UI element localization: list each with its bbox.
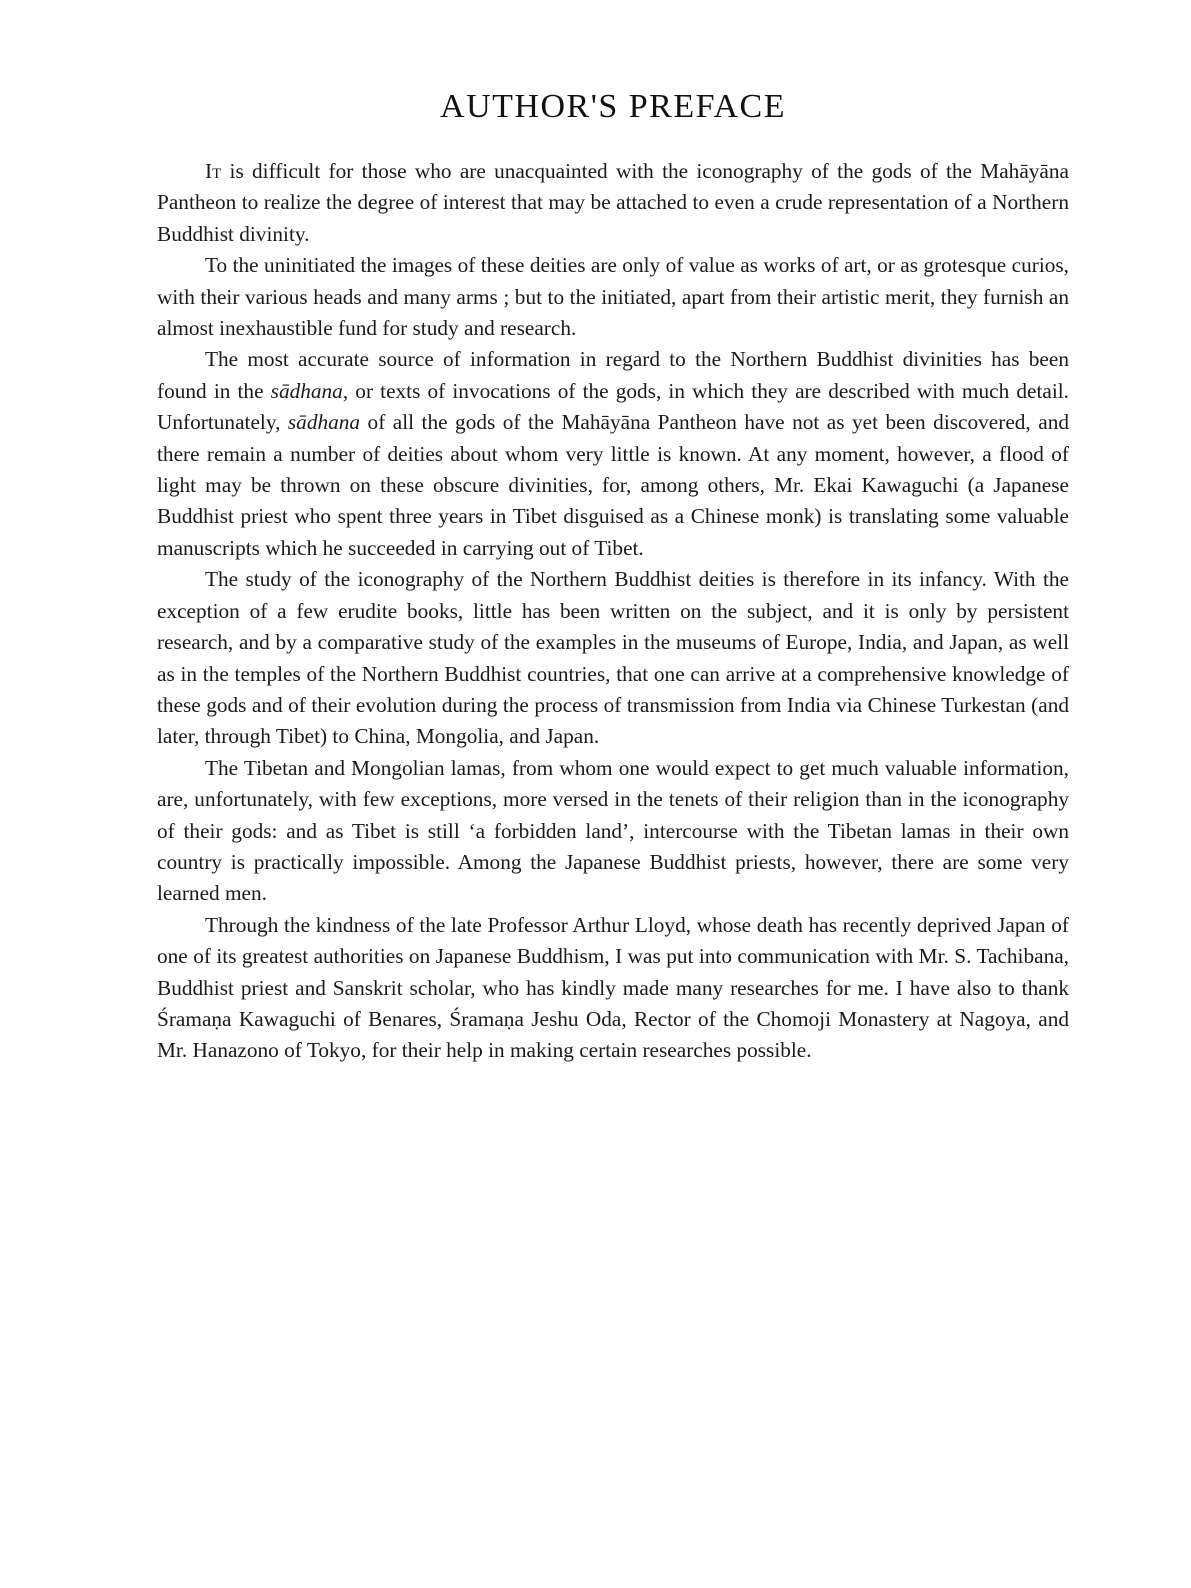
paragraph-3-part-b: , or texts of invocations of the gods, in which they are described with much detail. Unfortunately, bbox=[157, 378, 1069, 435]
paragraph-4: The study of the iconography of the Northern Buddhist deities is therefore in its infancy. With the exception of a few erudite books, little has been written on the subject, and it is only by persistent research, and by a comparative study of the examples in the museums of Europe, India, and Japan, as well as in the temples of the Northern Buddhist countries, that one can arrive at a comprehensive knowledge of these gods and of their evolution during the process of transmission from India via Chinese Turkestan (and later, through Tibet) to China, Mongolia, and Japan. bbox=[157, 567, 1069, 749]
paragraph-2: To the uninitiated the images of these deities are only of value as works of art, or as grotesque curios, with their various heads and many arms ; but to the initiated, apart from their artistic merit, they furnish an almost inexhaustible fund for study and research. bbox=[157, 253, 1069, 341]
paragraph-1-lead: It bbox=[205, 159, 222, 183]
paragraph-1 bbox=[157, 156, 1069, 250]
paragraph-1-text: is difficult for those who are unacquainted with the iconography of the gods of the Mahāyāna Pantheon to realize the degree of interest that may be attached to even a crude representation of a Northern Buddhist divinity. bbox=[157, 159, 1069, 246]
sadhana-term-2: sādhana bbox=[287, 410, 361, 435]
paragraph-6: Through the kindness of the late Professor Arthur Lloyd, whose death has recently deprived Japan of one of its greatest authorities on Japanese Buddhism, I was put into communication with Mr. S. Tachibana, Buddhist priest and Sanskrit scholar, who has kindly made many researches for me. I have also to thank Śramaṇa Kawaguchi of Benares, Śramaṇa Jeshu Oda, Rector of the Chomoji Monastery at Nagoya, and Mr. Hanazono of Tokyo, for their help in making certain researches possible. bbox=[157, 912, 1069, 1063]
sadhana-term-1: sādhana bbox=[270, 378, 343, 403]
paragraph-3-part-c: of all the gods of the Mahāyāna Pantheon have not as yet been discovered, and there remain a number of deities about whom very little is known. At any moment, however, a flood of light may be thrown on these obscure divinities, for, among others, Mr. Ekai Kawaguchi (a Japanese Buddhist priest who spent three years in Tibet disguised as a Chinese monk) is translating some valuable manuscripts which he succeeded in carrying out of Tibet. bbox=[157, 410, 1069, 560]
paragraph-3 bbox=[157, 344, 1069, 564]
page-title: AUTHOR'S PREFACE bbox=[440, 88, 786, 125]
paragraph-3-part-a: The most accurate source of information in regard to the Northern Buddhist divinities has been found in the bbox=[157, 347, 1069, 403]
preface-page bbox=[157, 88, 1069, 1067]
paragraph-5: The Tibetan and Mongolian lamas, from whom one would expect to get much valuable information, are, unfortunately, with few exceptions, more versed in the tenets of their religion than in the iconography of their gods: and as Tibet is still ‘a forbidden land’, intercourse with the Tibetan lamas in their own country is practically impossible. Among the Japanese Buddhist priests, however, there are some very learned men. bbox=[157, 755, 1069, 906]
